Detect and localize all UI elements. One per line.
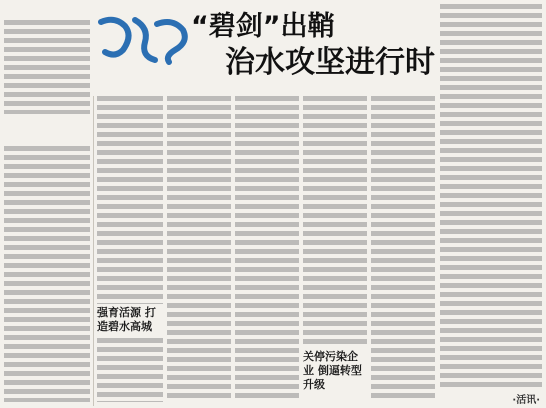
calligraphy-logo: [95, 12, 193, 66]
column-rule: [93, 96, 94, 406]
text-lines: [97, 338, 163, 402]
text-lines: [371, 96, 435, 402]
headline-line2: 治水攻坚进行时: [225, 45, 435, 80]
text-lines: [440, 4, 542, 388]
text-lines: [303, 96, 367, 346]
text-lines: [235, 96, 299, 402]
text-lines: [167, 96, 231, 402]
headline-block: [95, 2, 435, 94]
subhead-middle: 强育活源 打造碧水高城: [97, 306, 163, 334]
column-5: [303, 96, 367, 346]
text-lines: [4, 146, 90, 402]
text-lines: [97, 96, 163, 304]
column-2-lower: [97, 338, 163, 402]
column-right: [440, 4, 542, 388]
column-4: [235, 96, 299, 402]
column-left-top: [4, 20, 90, 114]
headline-line1: “碧剑”出鞘: [191, 11, 335, 42]
subhead-bottom: 关停污染企业 倒逼转型升级: [303, 350, 367, 392]
column-3: [167, 96, 231, 402]
text-lines: [4, 20, 90, 114]
column-6: [371, 96, 435, 402]
column-2: [97, 96, 163, 304]
column-left: [4, 146, 90, 402]
footer-label: ·活讯·: [512, 395, 540, 406]
